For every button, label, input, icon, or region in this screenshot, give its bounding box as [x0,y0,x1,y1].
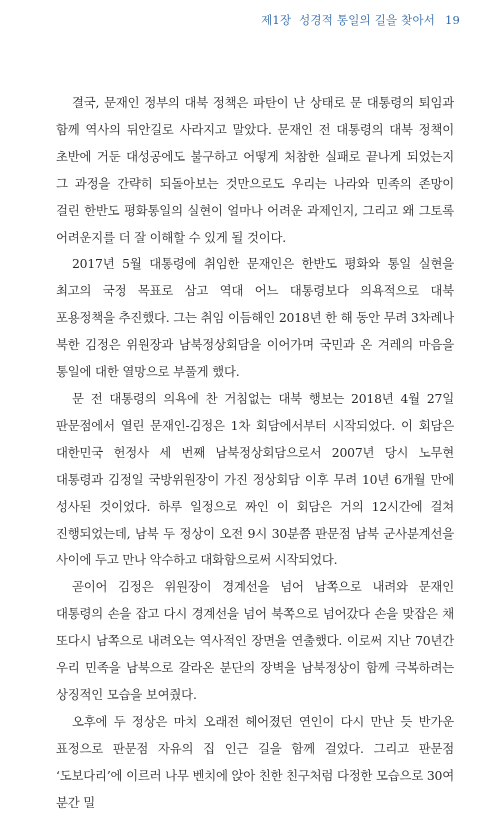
paragraph: 2017년 5월 대통령에 취임한 문재인은 한반도 평화와 통일 실현을 최고의 국정 목표로 삼고 역대 어느 대통령보다 의욕적으로 대북 포용정책을 추진했다. 그는 취임 이듬해인 2018년 한 해 동안 무려 3차례나 북한 김정은 위원장과 남북정상회담을 이어가며 국민과 온 겨레의 마음을 통일에 대한 열망으로 부풀게 했다. [56,256,454,380]
paragraph: 곧이어 김정은 위원장이 경계선을 넘어 남쪽으로 내려와 문재인 대통령의 손을 잡고 다시 경계선을 넘어 북쪽으로 넘어갔다 손을 맞잡은 채 또다시 남쪽으로 내려오는 역사적인 장면을 연출했다. 이로써 지난 70년간 우리 민족을 남북으로 갈라온 분단의 장벽을 남북정상이 함께 극복하려는 상징적인 모습을 보여줬다. [56,579,454,702]
paragraph: 결국, 문재인 정부의 대북 정책은 파탄이 난 상태로 문 대통령의 퇴임과 함께 역사의 뒤안길로 사라지고 말았다. 문재인 전 대통령의 대북 정책이 초반에 거둔 대성공에도 불구하고 어떻게 처참한 실패로 끝나게 되었는지 그 과정을 간략히 되돌아보는 것만으로도 우리는 나라와 민족의 존망이 걸린 한반도 평화통일의 실현이 얼마나 어려운 과제인지, 그리고 왜 그토록 어려운지를 더 잘 이해할 수 있게 될 것이다. [56,95,454,245]
paragraph: 오후에 두 정상은 마치 오래전 헤어졌던 연인이 다시 만난 듯 반가운 표정으로 판문점 자유의 집 인근 길을 함께 걸었다. 그리고 판문점 ‘도보다리’에 이르러 나무 벤치에 앉아 친한 친구처럼 다정한 모습으로 30여 분간 밀 [56,713,454,810]
page-number: 19 [444,13,460,27]
running-header [261,12,460,28]
chapter-number: 제1장 [261,13,292,27]
chapter-title: 성경적 통일의 길을 찾아서 [299,13,436,27]
paragraph: 문 전 대통령의 의욕에 찬 거침없는 대북 행보는 2018년 4월 27일 판문점에서 열린 문재인-김정은 1차 회담에서부터 시작되었다. 이 회담은 대한민국 헌정사 세 번째 남북정상회담으로서 2007년 당시 노무현 대통령과 김정일 국방위원장이 가진 정상회담 이후 무려 10년 6개월 만에 성사된 것이었다. 하루 일정으로 짜인 이 회담은 거의 12시간에 걸쳐 진행되었는데, 남북 두 정상이 오전 9시 30분쯤 판문점 남북 군사분계선을 사이에 두고 만나 악수하고 대화함으로써 시작되었다. [56,390,454,568]
body-text [56,90,454,816]
